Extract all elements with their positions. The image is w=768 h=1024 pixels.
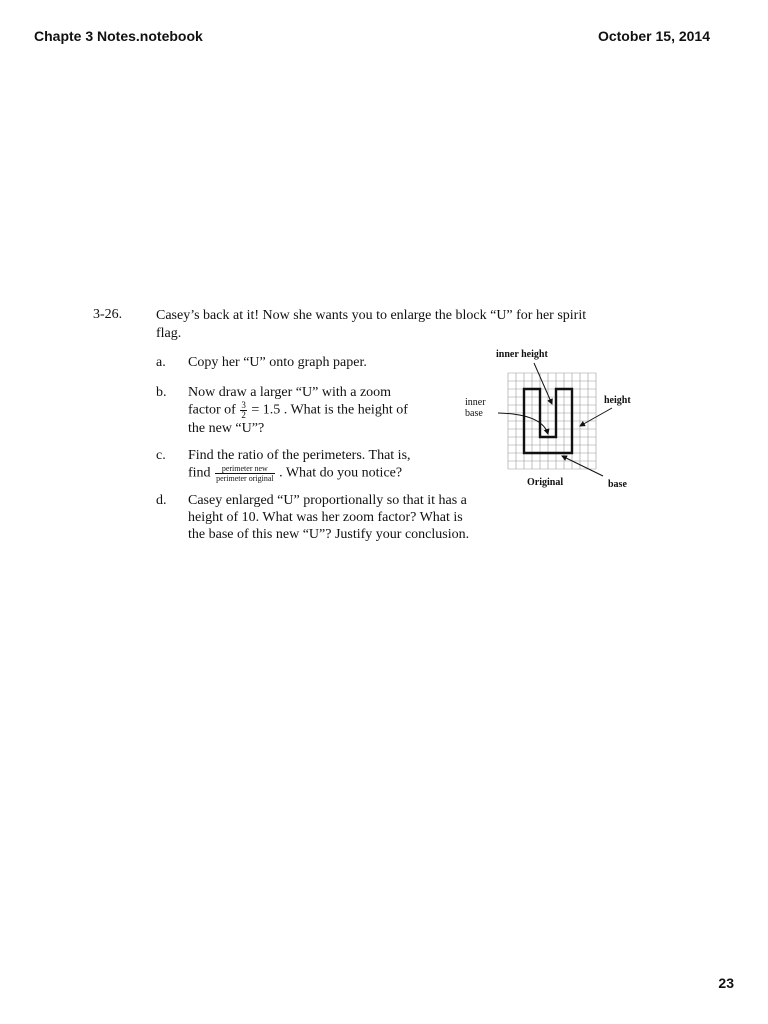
part-b-line-2 bbox=[188, 401, 408, 420]
part-a-text: Copy her “U” onto graph paper. bbox=[188, 355, 367, 370]
part-c-line-2 bbox=[188, 464, 411, 483]
base-arrow bbox=[562, 456, 603, 476]
label-inner-base-line-1: inner bbox=[465, 397, 486, 408]
page-date: October 15, 2014 bbox=[597, 28, 710, 44]
zoom-fraction bbox=[240, 401, 247, 420]
graph-grid bbox=[508, 373, 596, 469]
inner-height-arrow bbox=[534, 363, 552, 404]
label-inner-height: inner height bbox=[496, 349, 548, 360]
part-c-line-1: Find the ratio of the perimeters. That is, bbox=[188, 448, 411, 463]
part-b-line-1: Now draw a larger “U” with a zoom bbox=[188, 385, 392, 400]
u-diagram-graphic bbox=[462, 346, 652, 496]
zoom-fraction-numerator: 3 bbox=[241, 400, 246, 410]
problem-number: 3-26. bbox=[93, 307, 123, 322]
part-b-line-2-post: = 1.5 . What is the height of bbox=[251, 402, 408, 418]
part-b-letter: b. bbox=[156, 385, 167, 400]
label-base: base bbox=[608, 479, 627, 490]
label-height: height bbox=[604, 395, 631, 406]
part-d-line-2: height of 10. What was her zoom factor? What is bbox=[188, 510, 463, 525]
part-b-line-3: the new “U”? bbox=[188, 421, 265, 436]
part-c-line-2-pre: find bbox=[188, 465, 211, 481]
notebook-title: Chapte 3 Notes.notebook bbox=[34, 28, 203, 44]
part-d-letter: d. bbox=[156, 493, 167, 508]
zoom-fraction-denominator: 2 bbox=[241, 410, 246, 420]
perimeter-fraction-numerator: perimeter new bbox=[215, 464, 275, 474]
label-original: Original bbox=[527, 477, 564, 488]
part-a-letter: a. bbox=[156, 355, 166, 370]
perimeter-fraction-denominator: perimeter original bbox=[216, 474, 274, 483]
part-c-letter: c. bbox=[156, 448, 166, 463]
page-number: 23 bbox=[718, 975, 734, 991]
intro-line-1: Casey’s back at it! Now she wants you to enlarge the block “U” for her spirit bbox=[156, 308, 587, 323]
part-d-line-3: the base of this new “U”? Justify your conclusion. bbox=[188, 527, 470, 542]
perimeter-fraction bbox=[215, 464, 275, 483]
part-c-line-2-post: . What do you notice? bbox=[279, 465, 403, 481]
problem-intro bbox=[156, 307, 636, 343]
part-d-line-1: Casey enlarged “U” proportionally so that it has a bbox=[188, 493, 467, 508]
u-diagram bbox=[462, 346, 652, 496]
part-b-line-2-pre: factor of bbox=[188, 402, 236, 418]
label-inner-base-line-2: base bbox=[465, 408, 483, 419]
intro-line-2: flag. bbox=[156, 326, 182, 341]
